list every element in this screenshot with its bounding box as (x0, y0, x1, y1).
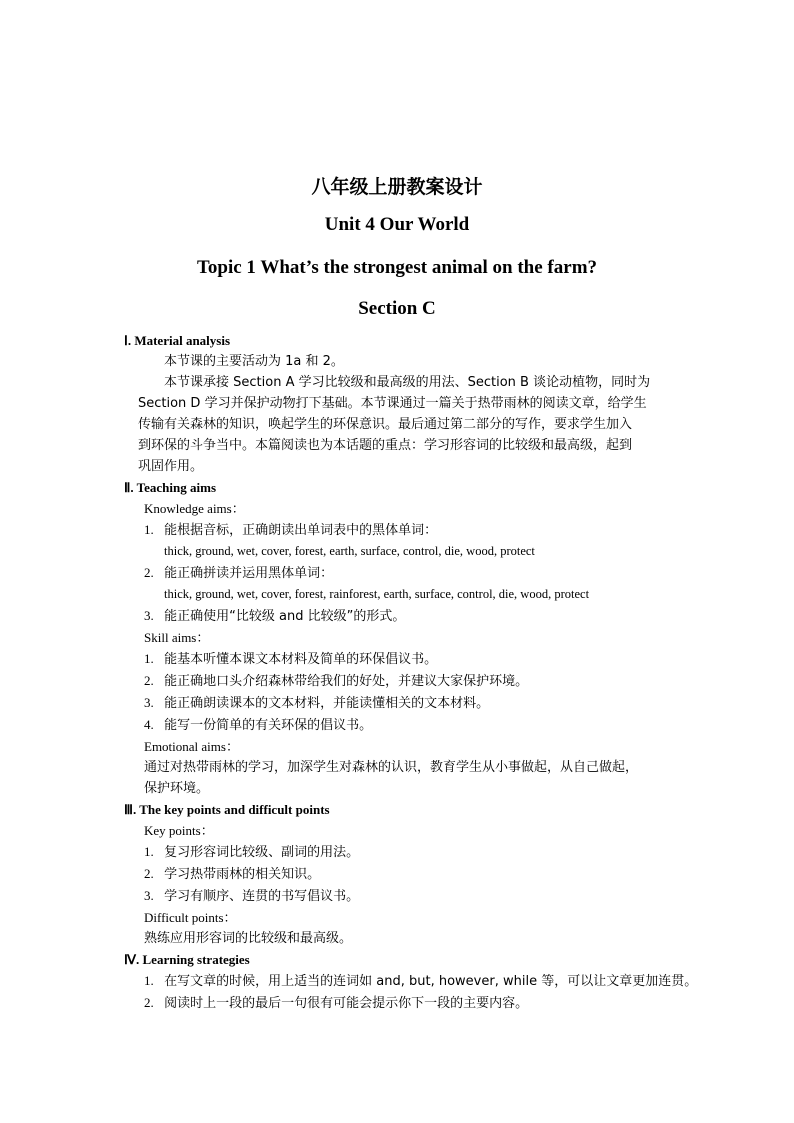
difficult-point-text: 熟练应用形容词的比较级和最高级。 (144, 931, 353, 946)
list-number: 2. (144, 565, 154, 580)
knowledge-aim-1 (124, 519, 684, 541)
material-paragraph-2-line-4: 到环保的斗争当中。本篇阅读也为本话题的重点：学习形容词的比较级和最高级，起到 (138, 438, 633, 453)
list-number: 2. (144, 673, 154, 688)
knowledge-aims-label: Knowledge aims： (144, 501, 245, 516)
unit-title: Unit 4 Our World (324, 214, 470, 235)
skill-aim-4-text: 能写一份简单的有关环保的倡议书。 (164, 718, 373, 733)
list-number: 3. (144, 695, 154, 710)
heading-teaching-aims: Ⅱ. Teaching aims (124, 480, 217, 495)
skill-aim-3 (124, 692, 684, 714)
strategy-2 (124, 992, 684, 1014)
list-number: 1. (144, 522, 154, 537)
list-number: 3. (144, 888, 154, 903)
list-number: 1. (144, 844, 154, 859)
knowledge-aim-1-words: thick, ground, wet, cover, forest, earth, surface, control, die, wood, protect (164, 544, 535, 558)
key-point-1 (124, 841, 684, 863)
strategy-1-text: 在写文章的时候，用上适当的连词如 and, but, however, while 等，可以让文章更加连贯。 (164, 974, 698, 989)
list-number: 3. (144, 608, 154, 623)
document-body (124, 330, 698, 1014)
section-title: Section C (358, 298, 436, 319)
key-point-3-text: 学习有顺序、连贯的书写倡议书。 (164, 889, 360, 904)
material-paragraph-1: 本节课的主要活动为 1a 和 2。 (164, 354, 344, 369)
heading-key-difficult-points: Ⅲ. The key points and difficult points (124, 802, 330, 817)
list-number: 1. (144, 651, 154, 666)
strategy-1 (124, 970, 698, 992)
skill-aim-4 (124, 714, 684, 736)
key-point-2 (124, 863, 684, 885)
emotional-aims-label: Emotional aims： (144, 739, 239, 754)
skill-aim-2-text: 能正确地口头介绍森林带给我们的好处，并建议大家保护环境。 (164, 674, 529, 689)
document-title: 八年级上册教案设计 (311, 176, 483, 198)
heading-learning-strategies: Ⅳ. Learning strategies (124, 952, 250, 967)
material-paragraph-2-line-5: 巩固作用。 (138, 459, 204, 474)
material-paragraph-2-line-1: 本节课承接 Section A 学习比较级和最高级的用法、Section B 谈论动植物，同时为 (164, 375, 651, 390)
knowledge-aim-3 (124, 605, 684, 627)
topic-title: Topic 1 What’s the strongest animal on the farm? (196, 257, 598, 278)
strategy-2-text: 阅读时上一段的最后一句很有可能会提示你下一段的主要内容。 (164, 996, 529, 1011)
skill-aim-2 (124, 670, 684, 692)
material-paragraph-2-line-3: 传输有关森林的知识，唤起学生的环保意识。最后通过第二部分的写作，要求学生加入 (138, 417, 633, 432)
knowledge-aim-2-text: 能正确拼读并运用黑体单词： (164, 566, 334, 581)
skill-aim-3-text: 能正确朗读课本的文本材料，并能读懂相关的文本材料。 (164, 696, 490, 711)
skill-aims-label: Skill aims： (144, 630, 210, 645)
emotional-aims-line-1: 通过对热带雨林的学习，加深学生对森林的认识，教育学生从小事做起，从自己做起， (144, 760, 639, 775)
key-point-1-text: 复习形容词比较级、副词的用法。 (164, 845, 360, 860)
material-paragraph-2-line-2: Section D 学习并保护动物打下基础。本节课通过一篇关于热带雨林的阅读文章，给学生 (138, 396, 647, 411)
key-point-2-text: 学习热带雨林的相关知识。 (164, 867, 321, 882)
difficult-points-label: Difficult points： (144, 910, 237, 925)
heading-material-analysis: Ⅰ. Material analysis (124, 333, 231, 348)
knowledge-aim-3-text: 能正确使用“比较级 and 比较级”的形式。 (164, 609, 406, 624)
list-number: 2. (144, 995, 154, 1010)
skill-aim-1 (124, 648, 684, 670)
skill-aim-1-text: 能基本听懂本课文本材料及简单的环保倡议书。 (164, 652, 438, 667)
list-number: 1. (144, 973, 154, 988)
knowledge-aim-1-text: 能根据音标，正确朗读出单词表中的黑体单词： (164, 523, 438, 538)
key-point-3 (124, 885, 684, 907)
list-number: 4. (144, 717, 154, 732)
emotional-aims-line-2: 保护环境。 (144, 781, 210, 796)
list-number: 2. (144, 866, 154, 881)
key-points-label: Key points： (144, 823, 214, 838)
knowledge-aim-2 (124, 562, 684, 584)
knowledge-aim-2-words: thick, ground, wet, cover, forest, rainforest, earth, surface, control, die, wood, protect (164, 587, 590, 601)
